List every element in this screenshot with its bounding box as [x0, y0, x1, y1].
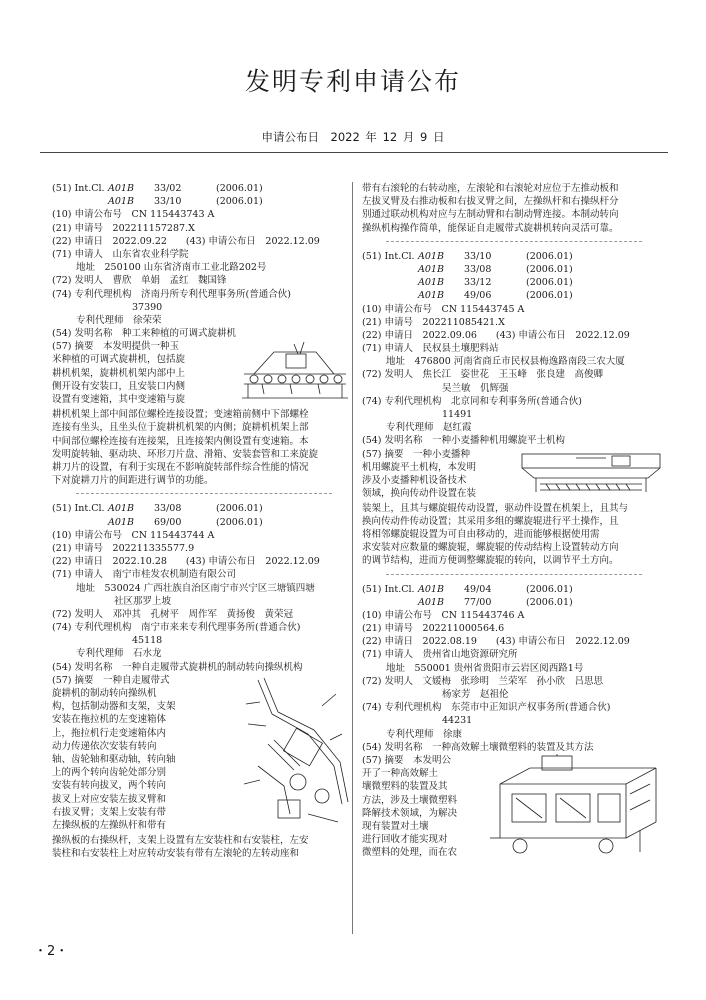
abstract-line: 换向传动件传动设置；其采用多组的螺旋辊进行平土操作，且: [362, 515, 619, 527]
inventors-continued: 吴兰敏 仉辉强: [442, 382, 509, 394]
ipc-code: A01B: [418, 583, 444, 595]
invention-name: (54) 发明名称 一种自走履带式旋耕机的制动转向操纵机构: [52, 661, 303, 673]
abstract-line: 进行回收才能实现对: [362, 834, 448, 846]
abstract-line: 安装有转向拔叉，两个转向: [52, 780, 167, 792]
abstract-line: 轴、齿轮轴和驱动轴，转向轴: [52, 753, 176, 765]
ipc-version: (2006.01): [216, 196, 263, 208]
ipc-group: 33/10: [464, 250, 492, 262]
entry-divider: [386, 574, 642, 575]
address: 地址 250100 山东省济南市工业北路202号: [76, 262, 267, 274]
ipc-version: (2006.01): [526, 277, 573, 289]
applicant: (71) 申请人 山东省农业科学院: [52, 248, 189, 260]
application-number: (21) 申请号 202211085421.X: [362, 316, 505, 328]
abstract-line: 动力传递依次安装有转向: [52, 740, 157, 752]
agency-code: 45118: [132, 635, 163, 647]
abstract-line: 操纵机构操作简单，能保证自走履带式旋耕机转向灵活可靠。: [362, 222, 619, 234]
abstract-line: 微塑料的处理，而在农: [362, 847, 458, 859]
application-number: (21) 申请号 202211335577.9: [52, 542, 195, 554]
ipc-version: (2006.01): [526, 263, 573, 275]
agency-code: 44231: [442, 715, 473, 727]
abstract-line: 壤微塑料的装置及其: [362, 781, 448, 793]
abstract-line: 涉及小麦播种机设备技术: [362, 474, 467, 486]
agent: 专利代理师 徐荣荣: [76, 314, 162, 326]
abstract-line: 别通过联动机构对应与左制动臂和右制动臂连接。本制动转向: [362, 209, 619, 221]
filing-dates: (22) 申请日 2022.09.06 (43) 申请公布日 2022.12.09: [362, 329, 630, 341]
abstract-line: 领域，换向传动件设置在装: [362, 488, 477, 500]
abstract-line: 右拔叉臂；支架上安装有带: [52, 806, 167, 818]
ipc-group: 33/02: [154, 183, 182, 194]
right-column: [362, 182, 666, 860]
application-number: (21) 申请号 202211000564.6: [362, 623, 505, 635]
abstract-line: 带有右滚轮的右转动座，左滚轮和右滚轮对应位于左推动板和: [362, 183, 619, 194]
filing-dates: (22) 申请日 2022.10.28 (43) 申请公布日 2022.12.09: [52, 556, 320, 568]
agent: 专利代理师 石水龙: [76, 648, 162, 660]
abstract-line: (57) 摘要 本发明公: [362, 754, 452, 766]
inventors-continued: 杨家芳 赵祖伦: [442, 689, 509, 700]
patent-entry-2: [52, 502, 356, 860]
abstract-line: 降解技术领域，为解决: [362, 807, 458, 819]
ipc-label: (51) Int.Cl.: [362, 583, 415, 595]
ipc-code: A01B: [418, 596, 444, 608]
ipc-version: (2006.01): [526, 583, 573, 595]
agent: 专利代理师 徐康: [386, 728, 463, 740]
abstract-line: 下对旋耕刀片的间距进行调节的功能。: [52, 475, 214, 487]
abstract-line: 操纵板的右操纵杆，支架上设置有左安装柱和右安装柱，左安: [52, 834, 309, 846]
abstract-line: 左操纵板的左操纵杆和带有: [52, 819, 167, 831]
entry-divider: [76, 493, 332, 494]
header-rule: [40, 152, 668, 153]
abstract-line: 耕机机架，旋耕机机架内部中上: [52, 367, 186, 379]
ipc-version: (2006.01): [216, 516, 263, 528]
applicant: (71) 申请人 南宁市桂发农机制造有限公司: [52, 569, 237, 581]
inventors: (72) 发明人 文媛梅 张珍明 兰荣军 孙小欣 吕思思: [362, 675, 604, 687]
agency-code: 11491: [442, 409, 473, 420]
abstract-line: 的调节结构，进而方便调整螺旋辊的转向，以调节平土方向。: [362, 555, 619, 567]
entry-divider: [386, 241, 642, 242]
ipc-version: (2006.01): [526, 290, 573, 302]
inventors: (72) 发明人 焦长江 姿世花 王玉峰 张良建 高俊卿: [362, 369, 604, 381]
ipc-group: 69/00: [154, 516, 182, 528]
abstract-line: (57) 摘要 一种自走履带式: [52, 674, 170, 686]
ipc-version: (2006.01): [526, 250, 573, 262]
ipc-label: (51) Int.Cl.: [52, 183, 105, 194]
patent-entry-4: [362, 583, 666, 860]
address: 地址 530024 广西壮族自治区南宁市兴宁区三塘镇四塘: [76, 582, 315, 594]
invention-name: (54) 发明名称 种工来种植的可调式旋耕机: [52, 328, 237, 340]
spiral-leveling-figure: [516, 448, 666, 500]
ipc-group: 49/06: [464, 290, 492, 302]
abstract-line: 构，包括制动器和支架，支架: [52, 701, 176, 713]
ipc-code: A01B: [108, 516, 134, 528]
ipc-code: A01B: [418, 250, 444, 262]
applicant: (71) 申请人 贵州省山地资源研究所: [362, 649, 518, 661]
ipc-version: (2006.01): [216, 503, 263, 515]
publication-number: (10) 申请公布号 CN 115443746 A: [362, 609, 525, 621]
abstract-line: 现有装置对土壤: [362, 820, 429, 832]
abstract-line: 上的两个转向齿轮处部分别: [52, 767, 167, 779]
agent: 专利代理师 赵红霞: [386, 422, 472, 434]
inventors: (72) 发明人 曹欣 单娟 孟红 魏国锋: [52, 275, 227, 287]
ipc-code: A01B: [418, 290, 444, 302]
publication-number: (10) 申请公布号 CN 115443744 A: [52, 529, 215, 541]
patent-entry-2-continued: [362, 182, 666, 235]
address: 地址 550001 贵州省贵阳市云岩区阅西路1号: [386, 662, 584, 674]
agency: (74) 专利代理机构 东莞市中正知识产权事务所(普通合伙): [362, 702, 611, 714]
applicant: (71) 申请人 民权县土壤肥料站: [362, 343, 499, 355]
brake-steering-figure: [238, 674, 356, 832]
abstract-line: 方法，涉及土壤微塑料: [362, 794, 458, 806]
application-number: (21) 申请号 202211157287.X: [52, 222, 195, 234]
ipc-label: (51) Int.Cl.: [52, 503, 105, 515]
page-title: 发明专利申请公布: [244, 67, 461, 96]
ipc-version: (2006.01): [216, 183, 263, 194]
invention-name: (54) 发明名称 一种小麦播种机用螺旋平土机构: [362, 435, 566, 447]
ipc-group: 33/08: [154, 503, 182, 515]
abstract-line: 安装在拖拉机的左变速箱体: [52, 714, 167, 726]
abstract-line: 连接有坐头，且坐头位于旋耕机机架的内侧；旋耕机机架上部: [52, 422, 309, 434]
publication-number: (10) 申请公布号 CN 115443745 A: [362, 303, 525, 315]
left-column: [52, 182, 356, 860]
ipc-version: (2006.01): [526, 596, 573, 608]
abstract-line: 开了一种高效解土: [362, 768, 439, 780]
address: 地址 476800 河南省商丘市民权县梅逸路南段三农大厦: [386, 356, 625, 368]
abstract-line: 耕刀片的设置，有利于实现在不影响旋转部件综合性能的情况: [52, 462, 309, 473]
ipc-group: 33/12: [464, 277, 492, 289]
abstract-line: 装柱和右安装柱上对应转动安装有带有左滚轮的左转动座和: [52, 848, 300, 859]
inventors: (72) 发明人 邓冲其 孔树平 周作军 黄扬俊 黄荣冠: [52, 608, 294, 620]
agency: (74) 专利代理机构 南宁市来来专利代理事务所(普通合伙): [52, 622, 301, 634]
agency: (74) 专利代理机构 济南丹所专利代理事务所(普通合伙): [52, 288, 291, 300]
page-number: ・2・: [34, 944, 69, 959]
ipc-group: 33/10: [154, 196, 182, 208]
agency-code: 37390: [132, 301, 163, 313]
ipc-group: 49/04: [464, 583, 492, 595]
agency: (74) 专利代理机构 北京同和专利事务所(普通合伙): [362, 395, 582, 407]
abstract-line: 左拔叉臂及右推动板和右拔叉臂之间，左操纵杆和右操纵杆分: [362, 196, 619, 208]
ipc-code: A01B: [108, 183, 134, 194]
ipc-label: (51) Int.Cl.: [362, 250, 415, 262]
abstract-line: 中间部位螺栓连接有连接架，且连接架内侧设置有变速箱。本: [52, 435, 309, 447]
ipc-code: A01B: [108, 196, 134, 208]
address-continued: 社区那罗上坡: [114, 595, 172, 607]
publication-number: (10) 申请公布号 CN 115443743 A: [52, 209, 215, 221]
ipc-code: A01B: [418, 277, 444, 289]
ipc-code: A01B: [418, 263, 444, 275]
invention-name: (54) 发明名称 一种高效解土壤微塑料的装置及其方法: [362, 741, 594, 753]
ipc-group: 33/08: [464, 263, 492, 275]
abstract-line: (57) 摘要 一种小麦播种: [362, 448, 471, 460]
publication-date: 申请公布日 2022 年 12 月 9 日: [261, 130, 445, 144]
filing-dates: (22) 申请日 2022.08.19 (43) 申请公布日 2022.12.09: [362, 636, 630, 648]
abstract-line: 将相邻螺旋辊设置为可自由移动的，进而能够根据使用需: [362, 528, 600, 540]
abstract-line: 机用螺旋平土机构，本发明: [362, 461, 477, 473]
abstract-line: 求安装对应数量的螺旋辊，螺旋辊的传动结构上设置转动方向: [362, 542, 619, 554]
rotary-tiller-figure: [234, 340, 356, 406]
filing-dates: (22) 申请日 2022.09.22 (43) 申请公布日 2022.12.09: [52, 235, 320, 247]
ipc-code: A01B: [108, 503, 134, 515]
patent-entry-1: [52, 182, 356, 487]
ipc-group: 77/00: [464, 596, 492, 608]
abstract-line: 旋耕机的制动转向操纵机: [52, 688, 157, 699]
microplastic-device-figure: [490, 754, 666, 858]
abstract-line: 侧开设有安装口，且安装口内侧: [52, 380, 186, 392]
abstract-line: 拔叉上对应安装左拔叉臂和: [52, 793, 167, 805]
abstract-line: (57) 摘要 本发明提供一种玉: [52, 341, 180, 353]
abstract-line: 米种植的可调式旋耕机，包括旋: [52, 354, 186, 366]
patent-entry-3: [362, 250, 666, 568]
abstract-line: 发明旋转轴、驱动块、环形刀片盘、滑箱、安装套管和工来旋旋: [52, 448, 319, 460]
abstract-line: 耕机机架上部中间部位螺栓连接设置；变速箱前侧中下部螺栓: [52, 409, 309, 421]
abstract-line: 装架上，且其与螺旋辊传动设置，驱动件设置在机架上，且其与: [362, 502, 629, 514]
abstract-line: 上，拖拉机行走变速箱体内: [52, 727, 167, 739]
abstract-line: 设置有变速箱，其中变速箱与旋: [52, 394, 186, 405]
